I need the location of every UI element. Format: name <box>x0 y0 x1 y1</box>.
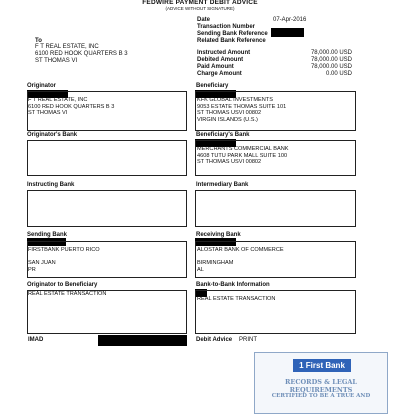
debited-amount-label: Debited Amount <box>197 57 244 63</box>
charge-amount-label: Charge Amount <box>197 71 242 77</box>
sending-bank-line-1: FIRSTBANK PUERTO RICO <box>28 247 100 253</box>
sending-bank-label: Sending Bank <box>27 232 68 238</box>
intermediary-bank-box <box>195 190 356 227</box>
to-label: To <box>35 38 42 44</box>
originator-label: Originator <box>27 83 57 89</box>
date-label: Date <box>197 17 211 23</box>
debit-advice-value: PRINT <box>239 337 257 343</box>
to-line-1: F T REAL ESTATE, INC <box>35 44 99 50</box>
document-subtitle: (ADVICE WITHOUT SIGNATURE) <box>165 6 235 11</box>
originator-to-beneficiary-label: Originator to Beneficiary <box>27 282 98 288</box>
sending-bank-reference-label: Sending Bank Reference <box>197 31 268 37</box>
beneficiary-line-4: VIRGIN ISLANDS (U.S.) <box>197 116 258 123</box>
originator-line-2: 6100 RED HOOK QUARTERS B 3 <box>28 103 115 110</box>
beneficiary-line-1: KFK GLOBAL INVESTMENTS <box>197 97 273 103</box>
date-value: 07-Apr-2016 <box>273 17 307 23</box>
beneficiarys-bank-line-2: 4608 TUTU PARK MALL SUITE 100 <box>197 152 288 159</box>
beneficiarys-bank-label: Beneficiary's Bank <box>196 132 250 138</box>
charge-amount-value: 0.00 USD <box>325 71 352 77</box>
transaction-number-label: Transaction Number <box>197 24 256 30</box>
originators-bank-label: Originator's Bank <box>27 132 78 138</box>
beneficiary-text <box>197 97 286 123</box>
beneficiary-line-3: ST THOMAS USVI 00802 <box>197 110 262 117</box>
redaction-bar <box>271 28 304 37</box>
debited-amount-value: 78,000.00 USD <box>310 57 352 63</box>
receiving-bank-line-2 <box>197 254 284 261</box>
instructed-amount-label: Instructed Amount <box>197 50 251 56</box>
receiving-bank-line-1: ALOSTAR BANK OF COMMERCE <box>197 247 284 253</box>
originator-line-3: ST THOMAS VI <box>28 110 68 117</box>
sending-bank-line-2 <box>28 254 100 261</box>
originator-to-beneficiary-text <box>28 291 106 298</box>
to-address <box>35 44 128 65</box>
originators-bank-box <box>27 140 187 176</box>
redaction-bar <box>98 335 187 346</box>
beneficiarys-bank-line-1: MERCHANTS COMMERCIAL BANK <box>197 146 289 152</box>
sending-bank-text <box>28 247 100 273</box>
imad-label: IMAD <box>28 337 44 343</box>
beneficiary-line-2: 9053 ESTATE THOMAS SUITE 101 <box>197 103 287 110</box>
document-title: FEDWIRE PAYMENT DEBIT ADVICE <box>142 0 258 6</box>
receiving-bank-label: Receiving Bank <box>196 232 241 238</box>
beneficiarys-bank-text <box>197 146 288 166</box>
originator-to-beneficiary-line-1: REAL ESTATE TRANSACTION <box>28 291 107 297</box>
instructing-bank-label: Instructing Bank <box>27 182 75 188</box>
bank-to-bank-text <box>197 296 275 303</box>
beneficiarys-bank-line-3: ST THOMAS USVI 00802 <box>197 159 262 166</box>
paid-amount-label: Paid Amount <box>197 64 234 70</box>
to-line-2: 6100 RED HOOK QUARTERS B 3 <box>35 51 128 57</box>
debit-advice-label: Debit Advice <box>196 337 233 343</box>
bank-to-bank-label: Bank-to-Bank Information <box>196 282 270 288</box>
stamp-line-1: RECORDS & LEGAL REQUIREMENTS <box>284 378 357 394</box>
to-line-3: ST THOMAS VI <box>35 58 78 64</box>
sending-bank-line-4: PR <box>28 266 36 273</box>
originator-text <box>28 97 114 117</box>
instructed-amount-value: 78,000.00 USD <box>310 50 352 56</box>
intermediary-bank-label: Intermediary Bank <box>196 182 249 188</box>
certification-stamp <box>254 352 388 414</box>
beneficiary-label: Beneficiary <box>196 83 229 89</box>
paid-amount-value: 78,000.00 USD <box>310 64 352 70</box>
firstbank-logo: 1 First Bank <box>293 359 351 372</box>
instructing-bank-box <box>27 190 187 227</box>
receiving-bank-line-4: AL <box>197 266 204 273</box>
receiving-bank-line-3: BIRMINGHAM <box>197 260 234 267</box>
originator-line-1: F T REAL ESTATE, INC <box>28 97 88 103</box>
related-bank-reference-label: Related Bank Reference <box>197 38 266 44</box>
bank-to-bank-line-1: REAL ESTATE TRANSACTION <box>197 296 276 302</box>
stamp-line-2: CERTIFIED TO BE A TRUE AND <box>271 393 371 399</box>
receiving-bank-text <box>197 247 284 273</box>
sending-bank-line-3: SAN JUAN <box>28 260 56 267</box>
